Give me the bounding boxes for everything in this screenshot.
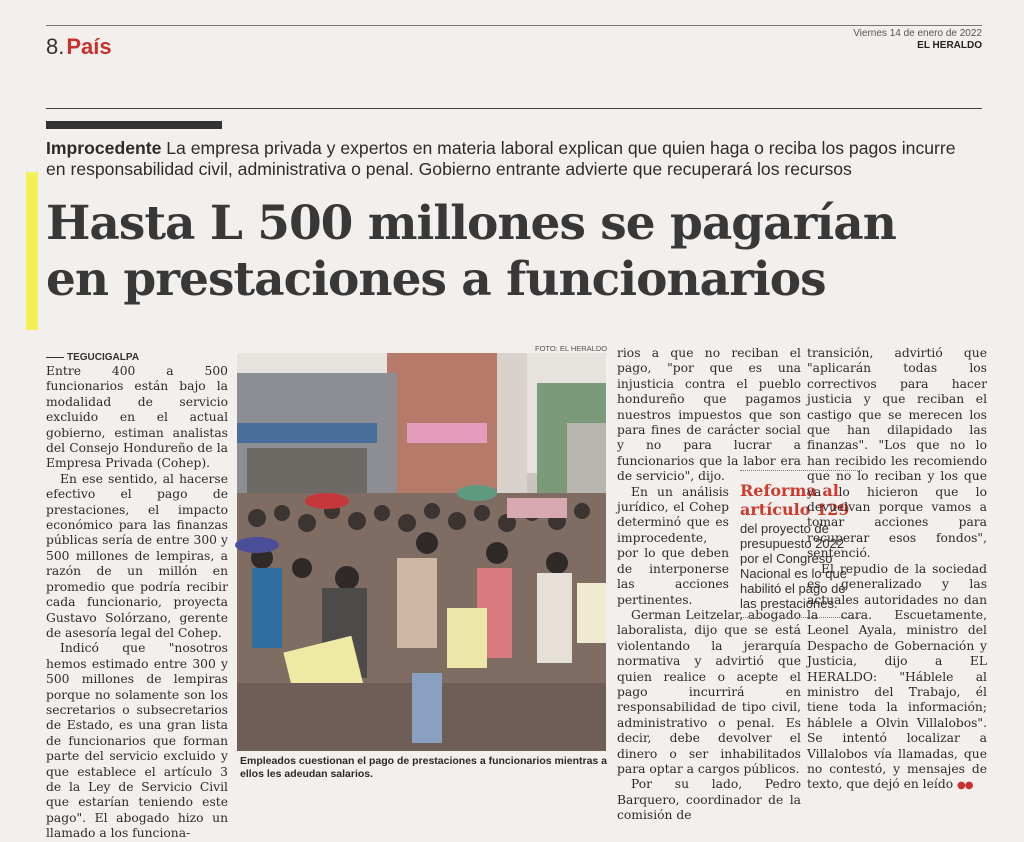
protest-photo xyxy=(237,353,606,751)
deck-kicker: Improcedente xyxy=(46,138,162,158)
highlighter-mark xyxy=(26,172,38,330)
column-3-paragraph: rios a que no reciban el pago, "por que es una injusticia contra el pueblo hondureño que pagamos nuestros impuestos que son para fines de carácter social y no para lucrar a funcionarios que la labor era de servicio", dijo. xyxy=(617,346,801,484)
column-1-paragraph: En ese sentido, al hacerse efectivo el pago de prestaciones, el impacto económico para las finanzas públicas sería de entre 300 y 500 millones de lempiras, a razón de un millón en promedio que podría recibir cada funcionario, proyecta Gustavo Solórzano, gerente de asesoría legal del Cohep. xyxy=(46,471,228,640)
sidebar-text: del proyecto de presupuesto 2022 por el Congreso Nacional es lo que habilitó el pago de las prestaciones. xyxy=(740,521,847,611)
column-4 xyxy=(807,346,987,794)
end-mark-icon: ●● xyxy=(957,780,973,792)
column-3-paragraph: German Leitzelar, abogado laboralista, dijo que se está violentando la jerarquía normativa y advirtió que quien realice o acepte el pago incurrirá en responsabilidad de tipo civil, administrativo o penal. Es decir, debe devolver el dinero o ser inhabilitados para optar a cargos públicos. xyxy=(617,607,801,776)
column-3-paragraph: Por su lado, Pedro Barquero, coordinador de la comisión de xyxy=(617,777,801,823)
page-header xyxy=(46,34,112,60)
header-rule xyxy=(46,108,982,109)
section-name: País xyxy=(66,34,112,59)
protest-photo-illustration xyxy=(237,353,606,751)
headline-line-1: Hasta L 500 millones se pagarían xyxy=(46,196,896,251)
paper-name: EL HERALDO xyxy=(917,40,982,51)
photo-caption: Empleados cuestionan el pago de prestaciones a funcionarios mientras a ellos les adeudan salarios. xyxy=(240,755,608,780)
deck-bar xyxy=(46,121,222,129)
column-4-paragraph xyxy=(807,562,987,794)
dateline: TEGUCIGALPA xyxy=(46,352,139,363)
issue-date: Viernes 14 de enero de 2022 xyxy=(853,28,982,39)
sidebar-title: Reforma al artículo 129 xyxy=(740,481,850,519)
column-1-paragraph: Indicó que "nosotros hemos estimado entre 300 y 500 millones de lempiras porque no solamente son los secretarios o subsecretarios de Estado, es una gran lista de funcionarios que forman parte del servicio excluido y que establece el artículo 3 de la Ley de Servicio Civil que estarían teniendo este pago". El abogado hizo un llamado a los funciona- xyxy=(46,641,228,841)
deck xyxy=(46,138,976,180)
photo-credit: FOTO: EL HERALDO xyxy=(535,344,608,353)
headline xyxy=(46,196,986,308)
deck-text: La empresa privada y expertos en materia laboral explican que quien haga o reciba los pagos incurre en responsabilidad civil, administrativa o penal. Gobierno entrante advierte que recuperará los recursos xyxy=(46,138,956,179)
page-number: 8. xyxy=(46,34,65,59)
headline-line-2: en prestaciones a funcionarios xyxy=(46,252,826,307)
top-rule xyxy=(46,25,982,26)
column-1-paragraph: Entre 400 a 500 funcionarios están bajo la modalidad de servicio excluido en el actual gobierno, estiman analistas del Consejo Hondureño de la Empresa Privada (Cohep). xyxy=(46,364,228,471)
column-4-paragraph-text: El repudio de la sociedad es generalizado y las actuales autoridades no dan la cara. Escuetamente, Leonel Ayala, ministro del Despacho de Gobernación y Justicia, dijo a EL HERALDO: "Háblele al ministro del Trabajo, él tiene toda la información; háblele a Olvin Villalobos". Se intentó localizar a Villalobos vía llamadas, que no contestó, y mensajes de texto, que dejó en leído xyxy=(807,561,987,792)
column-4-paragraph: transición, advirtió que "aplicarán todas los correctivos para hacer justicia y que reciban el castigo que se merecen los que han dilapidado las finanzas". "Los que no lo han recibido les recomiendo que no lo reciban y los que ya lo hicieron que lo devuelvan porque vamos a tomar acciones para recuperar esos fondos", sentenció. xyxy=(807,346,987,561)
date-block xyxy=(853,28,982,52)
column-3-paragraph: En un análisis jurídico, el Cohep determinó que es improcedente, por lo que deben de interponerse las acciones pertinentes. xyxy=(617,484,729,607)
column-1 xyxy=(46,364,228,842)
